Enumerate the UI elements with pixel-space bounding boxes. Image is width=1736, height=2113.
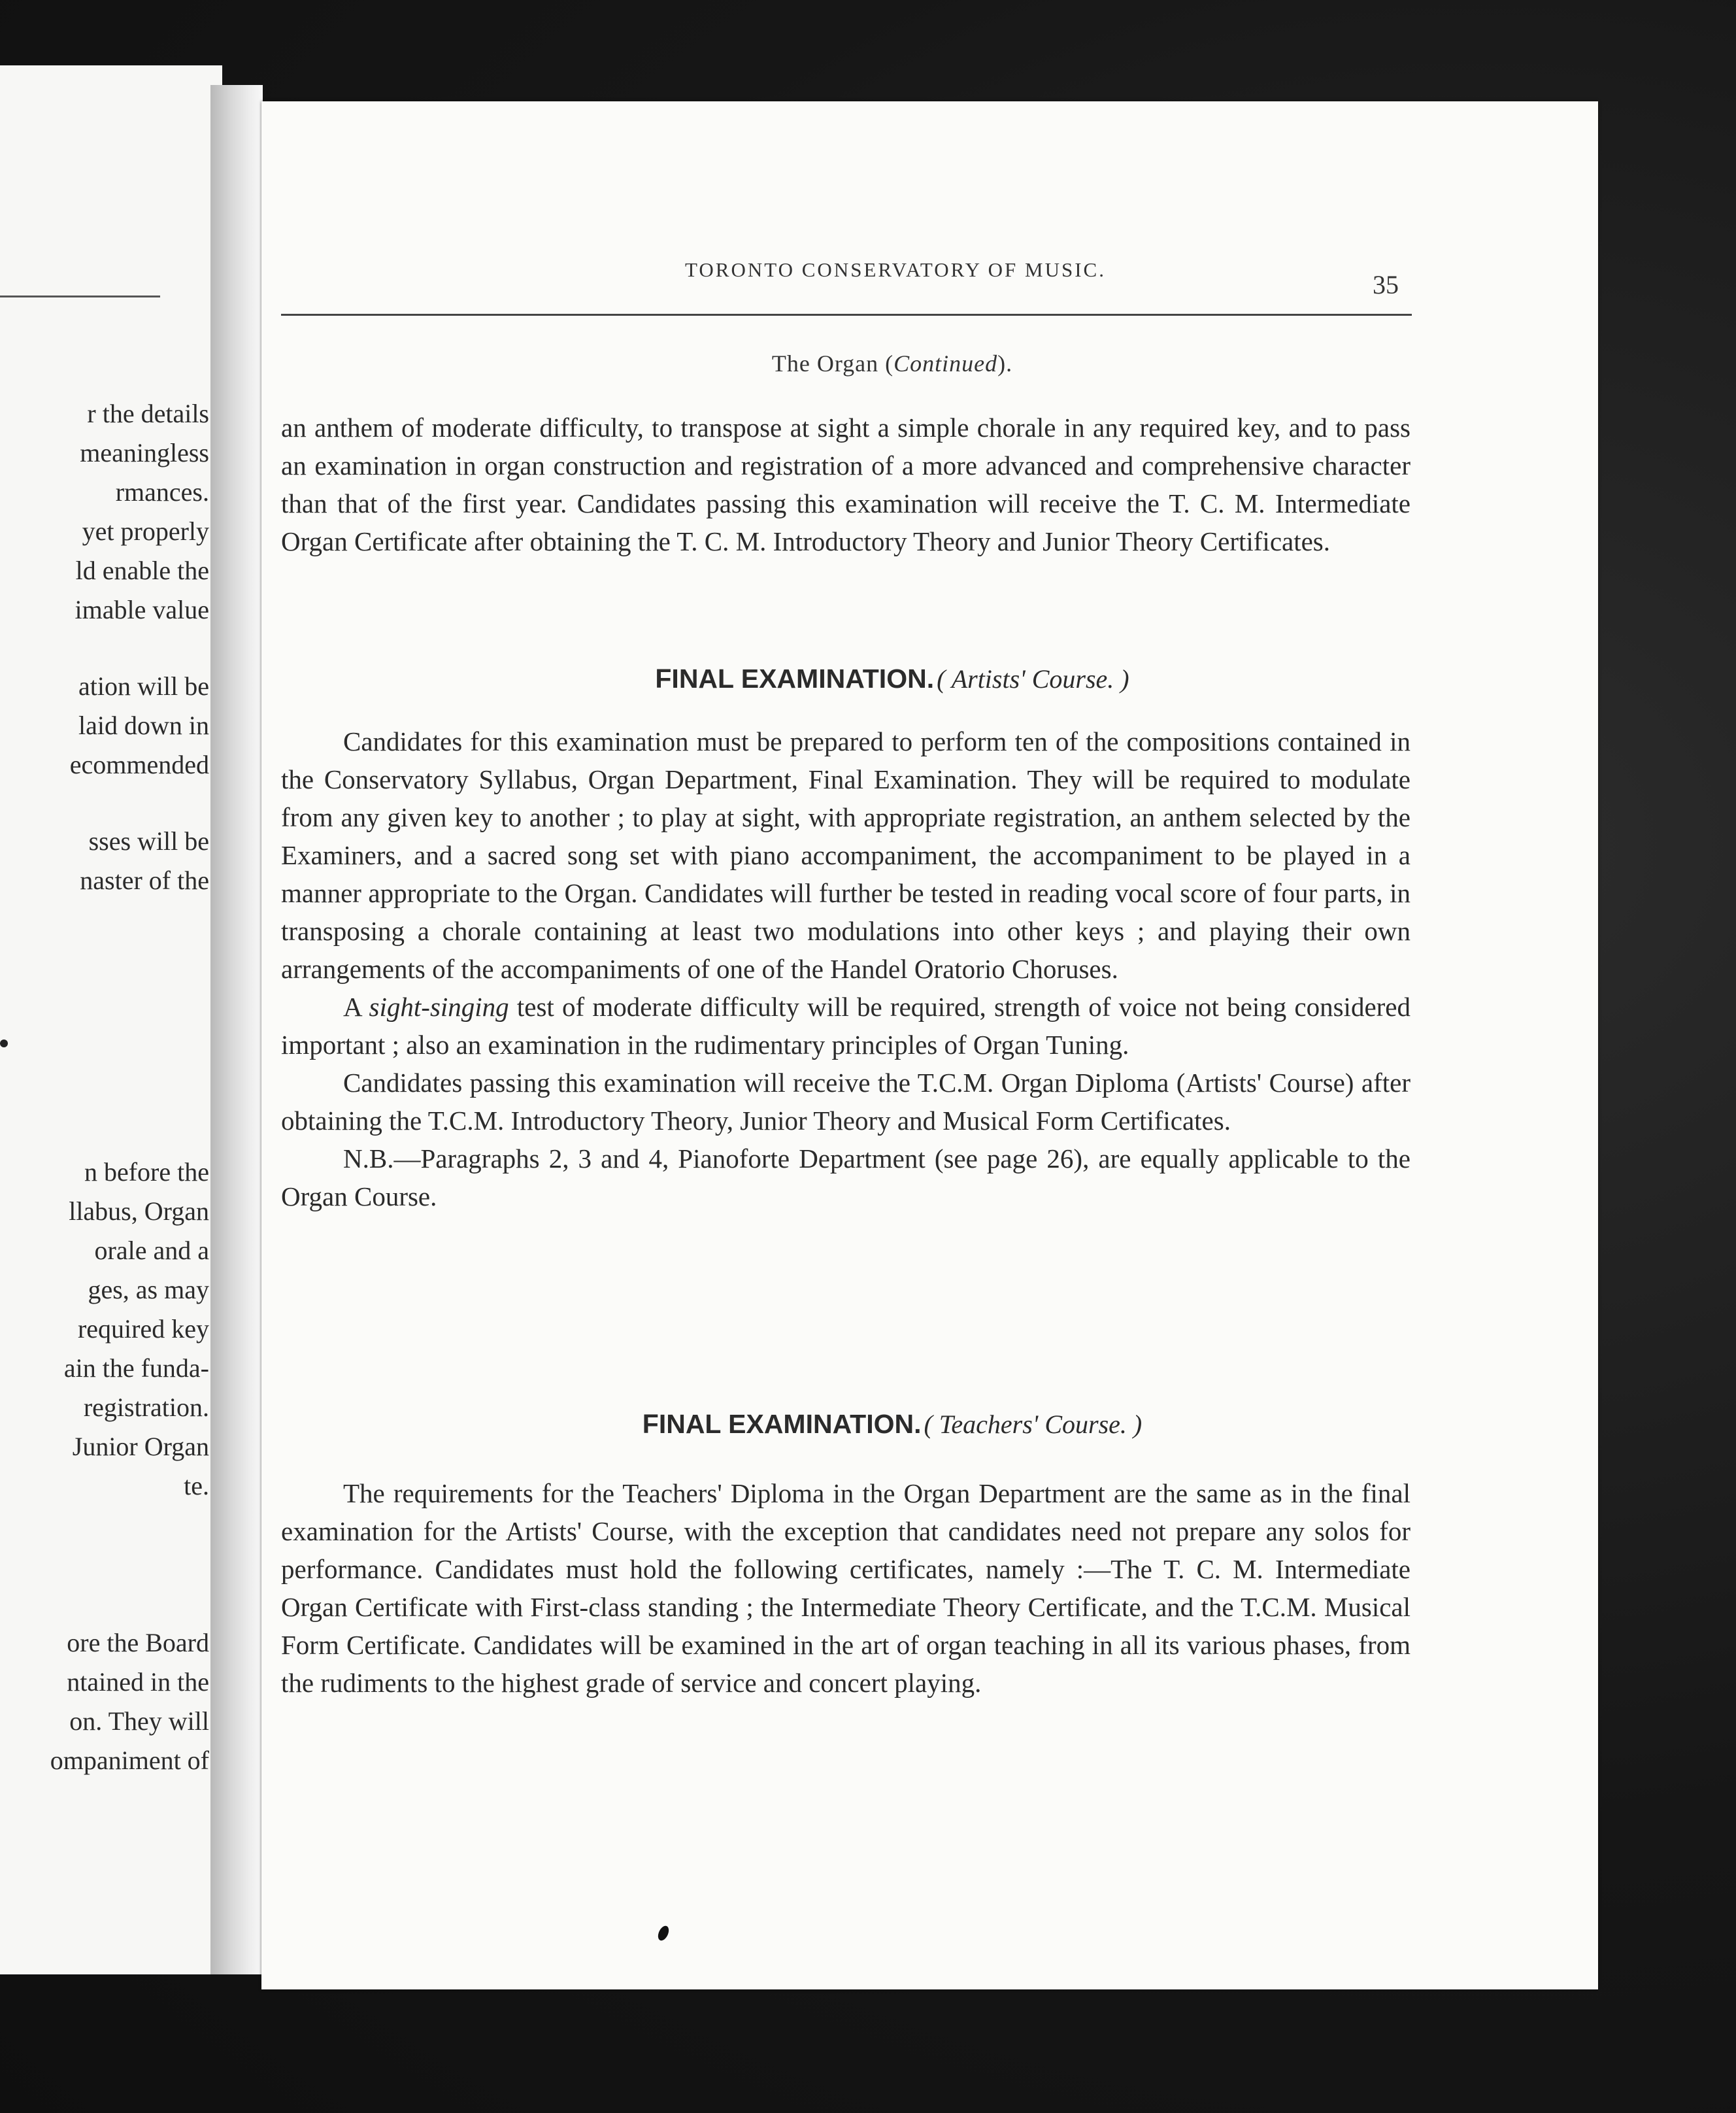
left-line: r the details — [87, 399, 209, 428]
page-number: 35 — [1373, 270, 1399, 299]
left-line: Junior Organ — [72, 1432, 209, 1461]
final-artists-body — [281, 722, 1410, 1215]
right-page — [261, 101, 1598, 1989]
left-line: meaningless — [80, 438, 209, 467]
artists-paragraph-2-start: A — [343, 992, 361, 1022]
left-line: ompaniment of — [50, 1746, 209, 1775]
final-teachers-heading-text: FINAL EXAMINATION. — [642, 1409, 922, 1439]
ink-speck — [656, 1924, 671, 1942]
left-page-fragment — [0, 65, 222, 1974]
left-line: n before the — [84, 1157, 209, 1187]
running-head: TORONTO CONSERVATORY OF MUSIC. — [685, 258, 1106, 281]
final-teachers-subheading: ( Teachers' Course. ) — [924, 1410, 1143, 1439]
artists-paragraph-1: Candidates for this examination must be prepared to perform ten of the compositions contained in the Conservatory Syllabus, Organ Department, Final Examination. They will be required to modulate from any given key to another ; to play at sight, with appropriate registration, an anthem selected by the Examiners, and a sacred song set with piano accompaniment, the accompaniment to be played in a manner appropriate to the Organ. Candidates will further be tested in reading vocal score of four parts, in transposing a chorale containing at least two modulations into other keys ; and playing their own arrangements of the accompaniments of one of the Handel Oratorio Choruses. — [281, 726, 1410, 984]
continuation-block — [281, 409, 1410, 560]
artists-paragraph-4: N.B.—Paragraphs 2, 3 and 4, Pianoforte Department (see page 26), are equally applicable to the Organ Course. — [281, 1143, 1410, 1211]
final-teachers-heading — [261, 1409, 1523, 1440]
left-line: ges, as may — [88, 1275, 209, 1304]
artists-paragraph-2-rest: test of moderate difficulty will be required, strength of voice not being considered important ; also an examination in the rudimentary principles of Organ Tuning. — [281, 992, 1410, 1060]
left-bullet-mark — [0, 1040, 8, 1047]
left-line: imable value — [75, 595, 209, 624]
sight-singing-italic: sight-singing — [369, 992, 509, 1022]
left-line: naster of the — [80, 866, 209, 895]
final-artists-heading — [261, 664, 1523, 694]
artists-paragraph-3: Candidates passing this examination will receive the T.C.M. Organ Diploma (Artists' Course) after obtaining the T.C.M. Introductory Theory, Junior Theory and Musical Form Certificates. — [281, 1068, 1410, 1136]
left-line: te. — [184, 1471, 209, 1500]
section-title — [261, 350, 1523, 377]
left-line: laid down in — [78, 711, 209, 740]
left-line: rmances. — [115, 477, 209, 507]
left-line: ntained in the — [67, 1667, 209, 1697]
left-line: ecommended — [69, 750, 209, 779]
left-line: ain the funda- — [63, 1353, 209, 1383]
left-line: orale and a — [94, 1236, 209, 1265]
book-gutter — [210, 85, 263, 1974]
final-teachers-body — [281, 1474, 1410, 1702]
left-line: required key — [77, 1314, 209, 1344]
artists-paragraph-2 — [281, 988, 1410, 1064]
continuation-paragraph: an anthem of moderate difficulty, to transpose at sight a simple chorale in any required key, and to pass an examination in organ construction and registration of a more advanced and comprehensive character than that of the first year. Candidates passing this examination will receive the T. C. M. Intermediate Organ Certificate after obtaining the T. C. M. Introductory Theory and Junior Theory Certificates. — [281, 413, 1410, 556]
left-line: on. They will — [69, 1706, 209, 1736]
final-artists-heading-text: FINAL EXAMINATION. — [655, 664, 935, 694]
left-line: ore the Board — [67, 1628, 209, 1657]
section-title-text: The Organ ( — [771, 350, 894, 377]
left-line: sses will be — [88, 826, 209, 856]
teachers-paragraph-1: The requirements for the Teachers' Diploma in the Organ Department are the same as in the final examination for the Artists' Course, with the exception that candidates need not prepare any solos for performance. Candidates must hold the following certificates, namely :—The T. C. M. Intermediate Organ Certificate with First-class standing ; the Intermediate Theory Certificate, and the T.C.M. Musical Form Certificate. Candidates will be examined in the art of organ teaching in all its various phases, from the rudiments to the highest grade of service and concert playing. — [281, 1478, 1410, 1698]
left-line: llabus, Organ — [69, 1196, 209, 1226]
final-artists-subheading: ( Artists' Course. ) — [937, 664, 1129, 694]
left-line: registration. — [83, 1393, 209, 1422]
left-line: yet properly — [82, 516, 209, 546]
section-title-italic: Continued — [893, 350, 998, 377]
left-page-rule — [0, 296, 160, 297]
left-line: ation will be — [78, 671, 209, 701]
header-rule — [281, 314, 1412, 316]
section-title-end: ). — [997, 350, 1013, 377]
left-line: ld enable the — [75, 556, 209, 585]
